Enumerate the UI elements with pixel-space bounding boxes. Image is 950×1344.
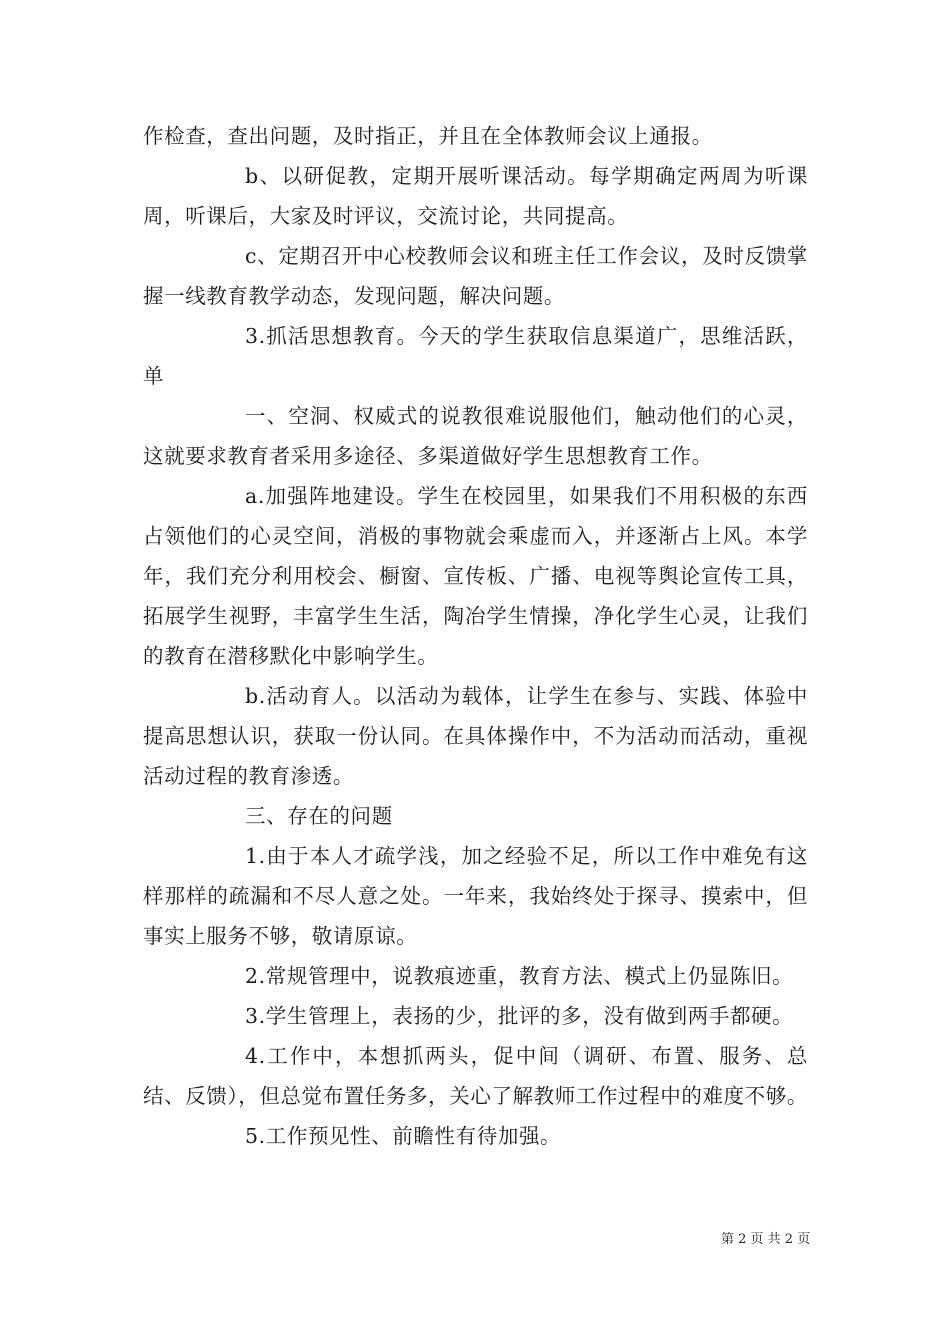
page-number-footer: 第 2 页 共 2 页 bbox=[721, 1232, 811, 1247]
paragraph-c-teacher-meetings: c、定期召开中心校教师会议和班主任工作会议，及时反馈掌握一线教育教学动态，发现问题，解决问题。 bbox=[143, 244, 808, 308]
paragraph-3-ideological-education: 3.抓活思想教育。今天的学生获取信息渠道广，思维活跃，单 bbox=[143, 324, 808, 388]
paragraph-b-activity-education: b.活动育人。以活动为载体，让学生在参与、实践、体验中提高思想认识，获取一份认同。在具体操作中，不为活动而活动，重视活动过程的教育渗透。 bbox=[143, 684, 808, 788]
paragraph-b-lesson-observation: b、以研促教，定期开展听课活动。每学期确定两周为听课周，听课后，大家及时评议，交流讨论，共同提高。 bbox=[143, 164, 808, 228]
document-body bbox=[143, 116, 808, 1156]
problem-item-3: 3.学生管理上，表扬的少，批评的多，没有做到两手都硬。 bbox=[245, 1004, 794, 1028]
problem-item-1: 1.由于本人才疏学浅，加之经验不足，所以工作中难免有这样那样的疏漏和不尽人意之处。一年来，我始终处于探寻、摸索中，但事实上服务不够，敬请原谅。 bbox=[143, 844, 808, 948]
section-heading-existing-problems: 三、存在的问题 bbox=[245, 804, 393, 828]
paragraph-a-position-building: a.加强阵地建设。学生在校园里，如果我们不用积极的东西占领他们的心灵空间，消极的事物就会乘虚而入，并逐渐占上风。本学年，我们充分利用校会、橱窗、宣传板、广播、电视等舆论宣传工具，拓展学生视野，丰富学生生活，陶冶学生情操，净化学生心灵，让我们的教育在潜移默化中影响学生。 bbox=[143, 484, 808, 668]
problem-item-4: 4.工作中，本想抓两头，促中间（调研、布置、服务、总结、反馈），但总觉布置任务多，关心了解教师工作过程中的难度不够。 bbox=[143, 1044, 808, 1108]
paragraph-continuation: 作检查，查出问题，及时指正，并且在全体教师会议上通报。 bbox=[143, 124, 713, 148]
problem-item-2: 2.常规管理中，说教痕迹重，教育方法、模式上仍显陈旧。 bbox=[245, 964, 794, 988]
paragraph-empty-preaching: 一、空洞、权威式的说教很难说服他们，触动他们的心灵，这就要求教育者采用多途径、多渠道做好学生思想教育工作。 bbox=[143, 404, 808, 468]
problem-item-5: 5.工作预见性、前瞻性有待加强。 bbox=[245, 1124, 562, 1148]
